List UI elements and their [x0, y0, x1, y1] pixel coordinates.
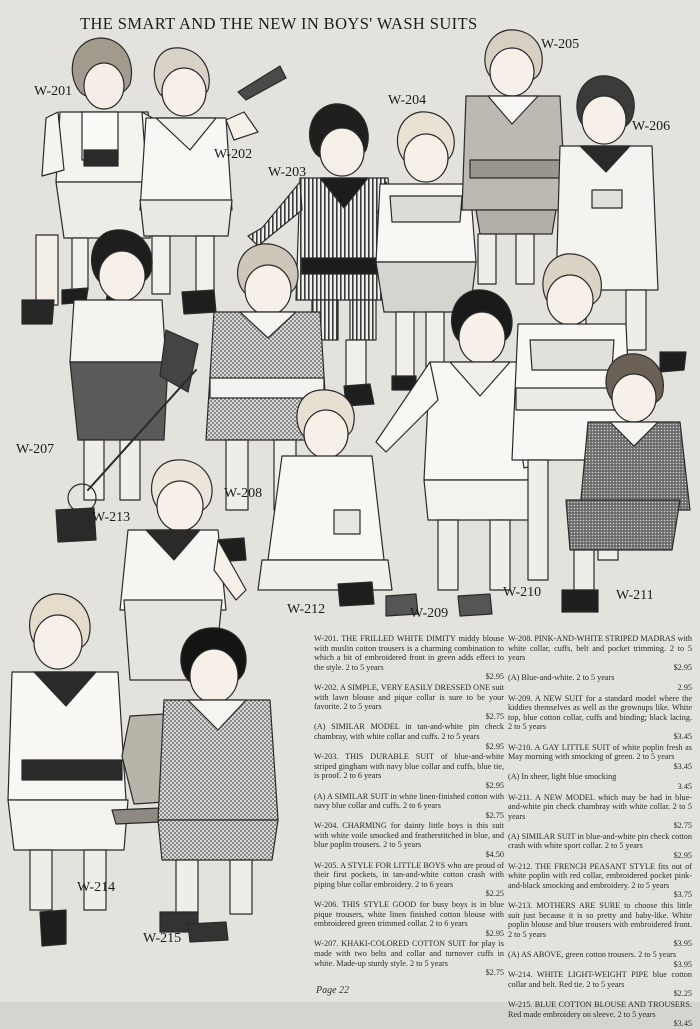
label-w211: W-211: [616, 588, 654, 603]
label-w201: W-201: [34, 84, 73, 99]
price: $2.95: [485, 672, 504, 682]
label-w208: W-208: [224, 486, 263, 501]
label-w214: W-214: [77, 880, 116, 895]
description-item: (A) Blue-and-white. 2 to 5 years 2.95: [508, 673, 692, 692]
description-item: W-209. A NEW SUIT for a standard model where the kiddies themselves as well as the grownups like. White top, blue cotton collar, cuffs and binding; black lacing. 2 to 5 years $3.45: [508, 693, 692, 741]
description-item: W-207. KHAKI-COLORED COTTON SUIT for play is made with two belts and collar and turnover cuffs in white. Made-up sturdy style. 2 to 5 years $2.75: [314, 939, 504, 978]
label-w210: W-210: [503, 585, 542, 600]
price: $2.95: [485, 780, 504, 790]
label-w215: W-215: [143, 931, 182, 946]
price: 3.45: [677, 781, 692, 791]
price: $2.75: [485, 711, 504, 721]
label-w213: W-213: [92, 510, 131, 525]
description-item: W-204. CHARMING for dainty little boys is this suit with white voile smocked and featherstitched in blue, and blue poplin trousers. 2 to 5 years $4.50: [314, 821, 504, 860]
description-item: W-205. A STYLE FOR LITTLE BOYS who are proud of their first pockets, in tan-and-white cotton crash with piping blue collar embroidery. 2 to 6 years $2.25: [314, 860, 504, 899]
price: $2.95: [485, 928, 504, 938]
label-w212: W-212: [287, 602, 326, 617]
description-item: W-202. A SIMPLE, VERY EASILY DRESSED ONE suit with lawn blouse and pique collar is sure to be your favorite. 2 to 5 years $2.75: [314, 682, 504, 721]
suit-figure-w205: [462, 30, 566, 284]
price: $3.75: [673, 890, 692, 900]
description-item: W-208. PINK-AND-WHITE STRIPED MADRAS with white collar, cuffs, belt and pocket trimming. 2 to 5 years $2.95: [508, 634, 692, 672]
price: $3.45: [673, 731, 692, 741]
price: 2.95: [677, 682, 692, 692]
description-item: W-211. A NEW MODEL which may be had in blue-and-white pin check chambray with white collar. 2 to 5 years $2.75: [508, 792, 692, 831]
price: $2.95: [673, 851, 692, 861]
page-title: THE SMART AND THE NEW IN BOYS' WASH SUITS: [80, 14, 478, 33]
price: $3.95: [673, 939, 692, 949]
price: $3.45: [673, 761, 692, 771]
label-w203: W-203: [268, 165, 307, 180]
description-item: W-206. THIS STYLE GOOD for busy boys is in blue pique trousers, white linen finished cotton blouse with embroidered green trimmed collar. 2 to 6 years $2.95: [314, 900, 504, 938]
description-item: (A) A SIMILAR SUIT in white linen-finished cotton with navy blue collar and cuffs. 2 to 6 years $2.75: [314, 791, 504, 820]
label-w209: W-209: [410, 606, 449, 621]
price: $2.95: [673, 662, 692, 672]
description-item: (A) SIMILAR SUIT in blue-and-white pin check cotton crash with white sport collar. 2 to 5 years $2.95: [508, 831, 692, 861]
label-w206: W-206: [632, 119, 671, 134]
label-w202: W-202: [214, 147, 253, 162]
description-item: W-203. THIS DURABLE SUIT of blue-and-white striped gingham with navy blue collar and cuffs, blue tie, is proof. 2 to 6 years $2.95: [314, 752, 504, 790]
price: $2.75: [673, 821, 692, 831]
description-item: W-212. THE FRENCH PEASANT STYLE fits out of white poplin with red collar, embroidered pocket pink-and-black smocking and embroidery. 2 to 5 years $3.75: [508, 861, 692, 900]
page-number: Page 22: [316, 985, 350, 996]
price: $2.25: [673, 989, 692, 999]
description-item: W-201. THE FRILLED WHITE DIMITY middy blouse with muslin cotton trousers is a charming combination to which a bit of embroidered front in green adds effect to the style. 2 to 5 years $2.95: [314, 634, 504, 682]
description-column-right: [508, 634, 692, 1029]
price: $3.95: [673, 959, 692, 969]
price: $2.95: [485, 741, 504, 751]
description-item: W-215. BLUE COTTON BLOUSE AND TROUSERS. Red made embroidery on sleeve. 2 to 5 years $3.45: [508, 999, 692, 1029]
description-item: W-214. WHITE LIGHT-WEIGHT PIPE blue cotton collar and belt. Red tie. 2 to 5 years $2.25: [508, 970, 692, 999]
description-item: (A) In sheer, light blue smocking 3.45: [508, 772, 692, 791]
label-w207: W-207: [16, 442, 55, 457]
price: $4.50: [485, 850, 504, 860]
label-w204: W-204: [388, 93, 427, 108]
price: $2.75: [485, 968, 504, 978]
label-w205: W-205: [541, 37, 580, 52]
price: $2.75: [485, 810, 504, 820]
price: $2.25: [485, 889, 504, 899]
price: $3.45: [673, 1019, 692, 1029]
description-item: W-213. MOTHERS ARE SURE to choose this little suit just because it is so pretty and baby-like. White poplin blouse and blue trousers with embroidered front. 2 to 5 years $3.95: [508, 901, 692, 949]
description-item: (A) SIMILAR MODEL in tan-and-white pin check chambray, with white collar and cuffs. 2 to 5 years $2.95: [314, 722, 504, 751]
description-item: W-210. A GAY LITTLE SUIT of white poplin fresh as May morning with smocking of green. 2 to 5 years $3.45: [508, 742, 692, 771]
description-column-left: [314, 634, 504, 978]
description-item: (A) AS ABOVE, green cotton trousers. 2 to 5 years $3.95: [508, 950, 692, 969]
